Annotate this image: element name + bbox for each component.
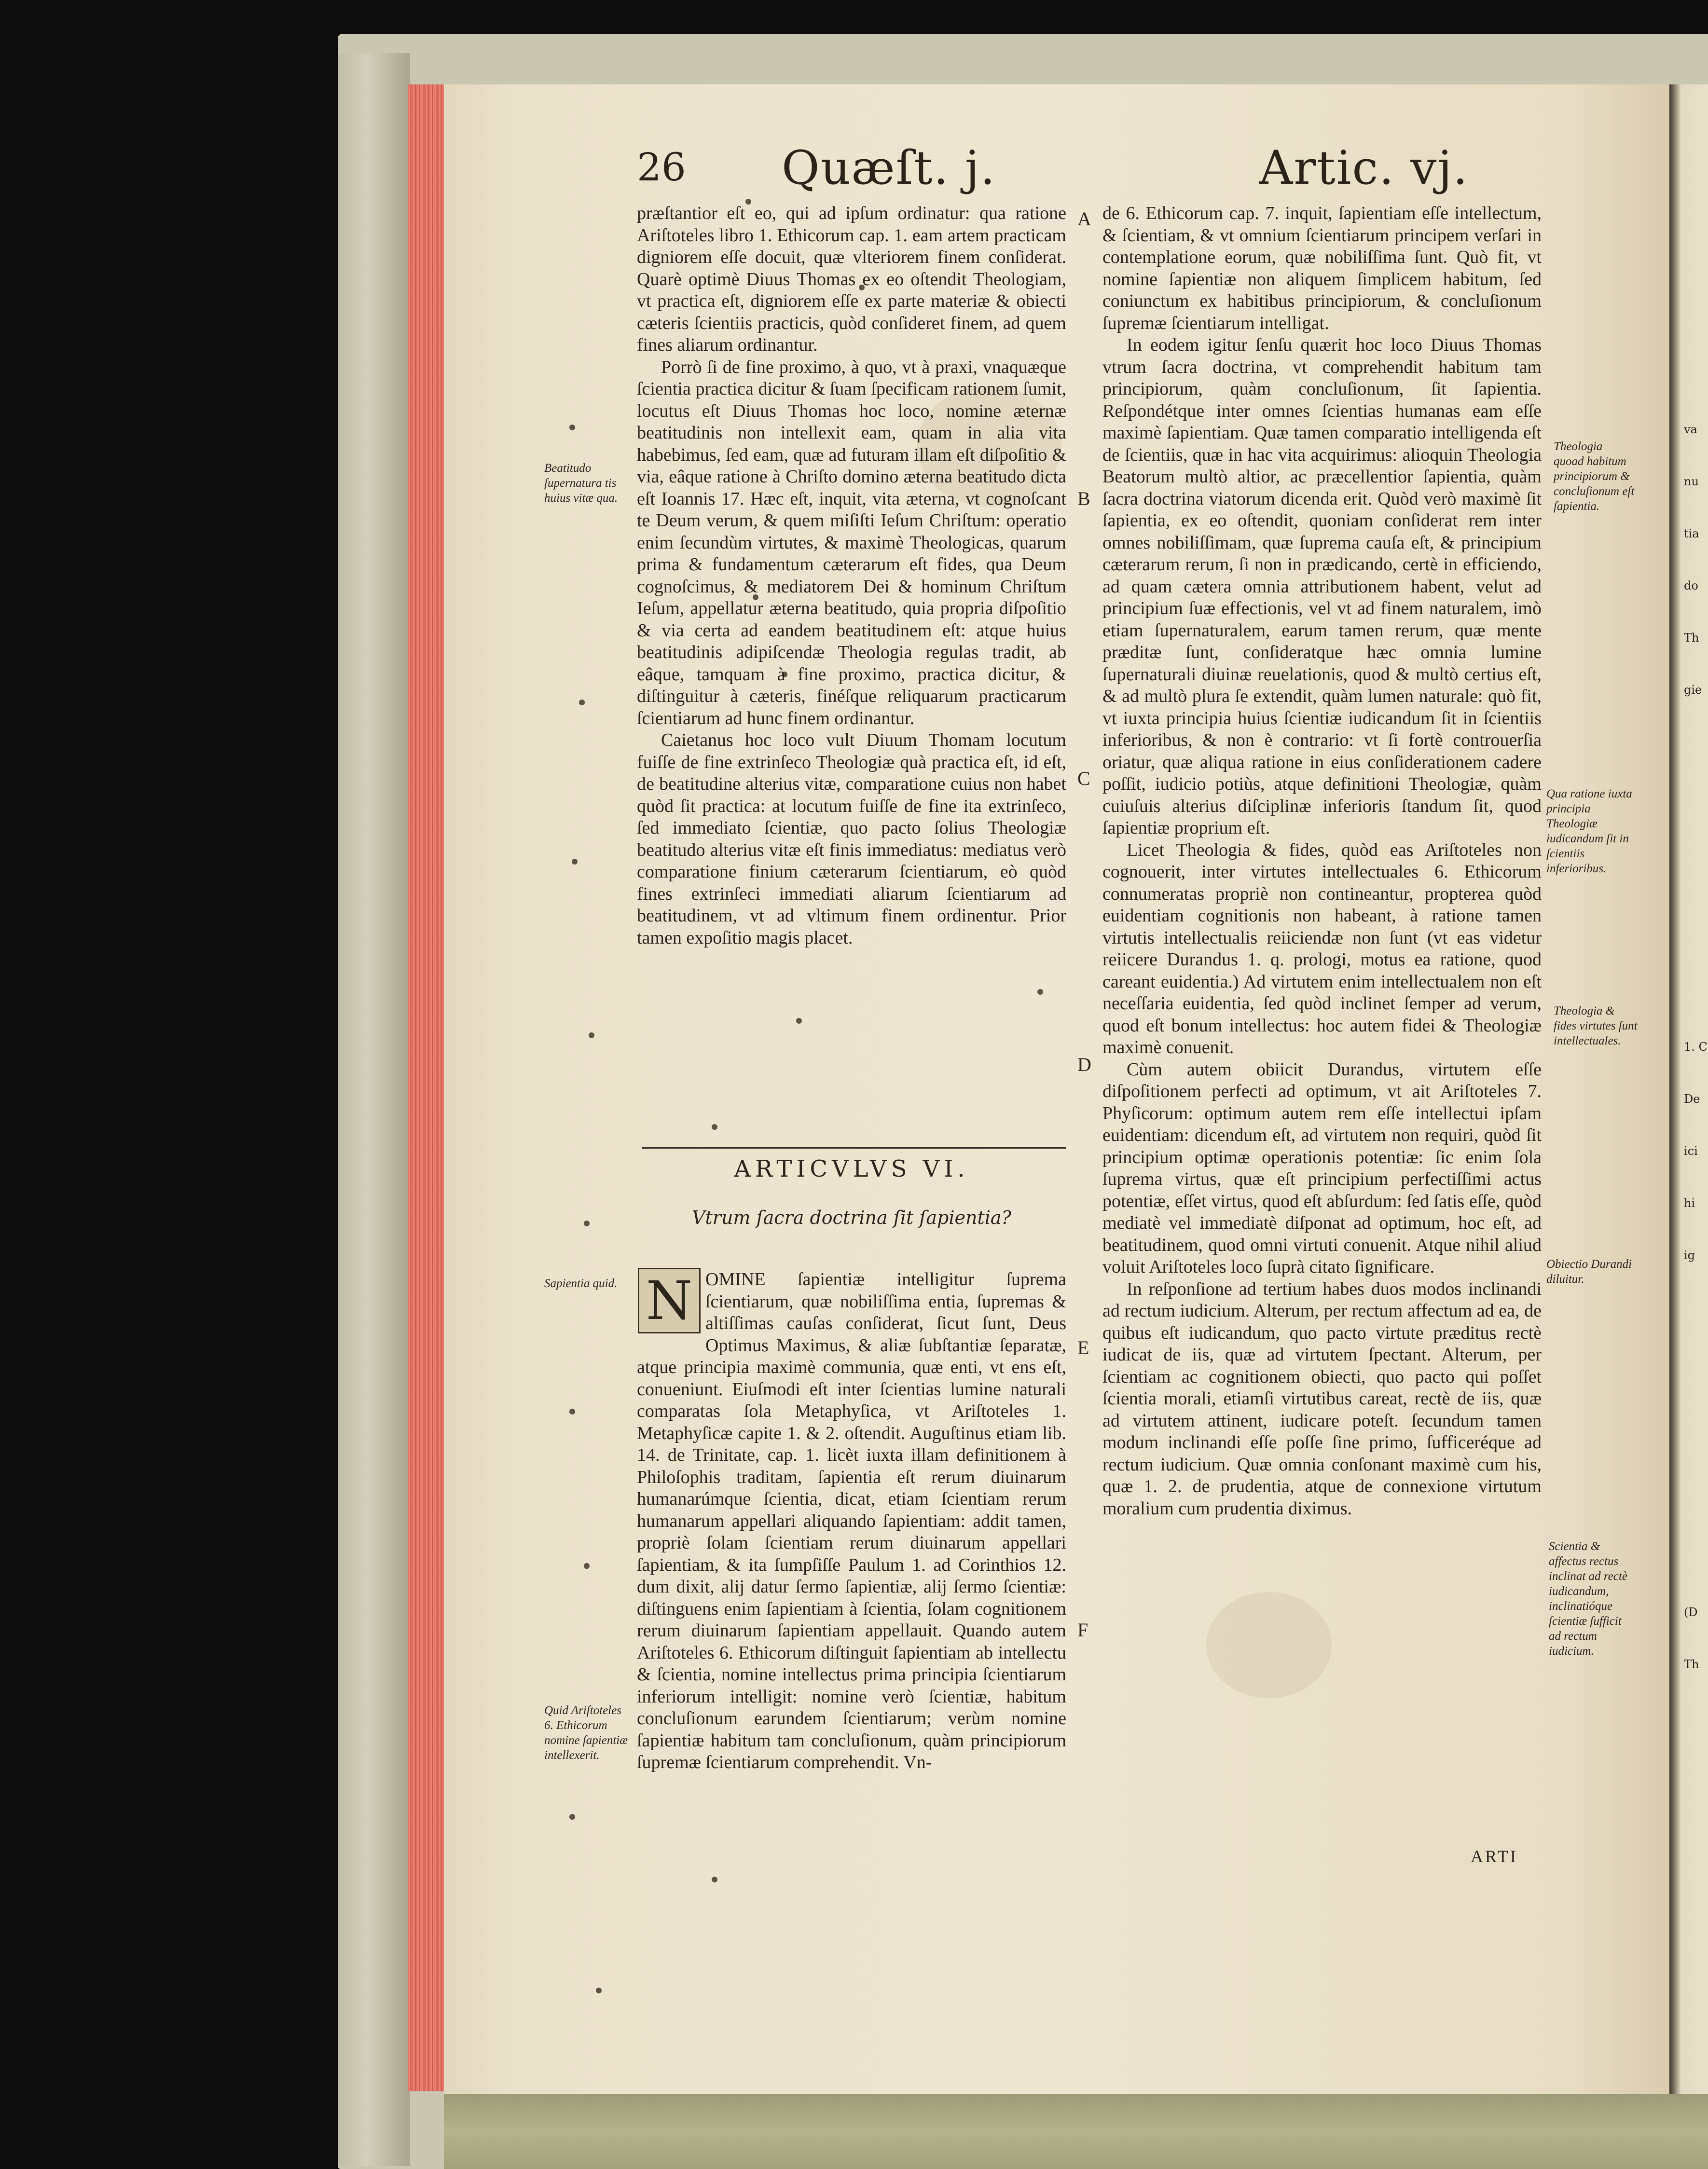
paragraph: OMINE ſapientiæ intelligitur ſuprema ſcientiarum, quæ nobiliſſima entia, ſupremas & altiſſimas cauſas conſiderat, ſicut ſunt, Deus Optimus Maximus, & aliæ ſubſtantiæ ſeparatæ, atque principia maximè communia, quæ enti, vt ens eſt, conueniunt. Eiuſmodi eſt inter ſcientias lumine naturali comparatas ſola Metaphyſica, vt Ariſtoteles 1. Metaphyſicæ capite 1. & 2. oſtendit. Auguſtinus etiam lib. 14. de Trinitate, cap. 1. licèt iuxta illam definitionem à Philoſophis traditam, ſapientia eſt rerum diuinarum humanarúmque ſcientia, dicat, etiam ſcientiam rerum humanarum appellari aliquando ſapientiam: addit tamen, propriè ſolam ſcientiam rerum diuinarum appellari ſapientiam, & ita ſumpſiſſe Paulum 1. ad Corinthios 12. dum dixit, alij datur ſermo ſapientiæ, alij ſermo ſcientiæ: diſtinguens enim ſapientiam à ſcientia, ſolam cognitionem rerum diuinarum ſapientiam appellauit. Quando autem Ariſtoteles 6. Ethicorum diſtinguit ſapientiam ab intellectu & ſcientia, nomine intellectus prima principia ſcientiarum inferiorum intelligit: nomine verò ſcientiæ, habitum concluſionum earundem ſcientiarum; verùm nomine ſapientiæ habitum tam concluſionum, quàm principiorum ſupremæ ſcientiarum comprehendit. Vn- — [637, 1269, 1066, 1772]
side-note: Beatitudo ſupernatura tis huius vitæ qua. — [544, 462, 618, 505]
wormhole — [712, 1124, 717, 1130]
wormhole — [569, 425, 575, 430]
fragment: 1. C — [1684, 1040, 1708, 1054]
wormhole — [584, 1563, 590, 1569]
paragraph: Cùm autem obiicit Durandus, virtutem eſſe diſpoſitionem perfecti ad optimum, vt ait Ariſtoteles 7. Phyſicorum: optimum autem rem eſſe intellectui ipſam euidentiam: dicendum eſt, ad virtutem non requiri, quòd ſit principium optimæ operationis potentiæ: ſic enim ſola ſuprema virtus, quæ eſt principium perfectiſſimi actus potentiæ, eſſet virtus, quod eſt abſurdum: ſed ſatis eſſe, quòd mediatè vel immediatè diſponat ad optimum, hoc eſt, ad beatitudinem, quod omni virtuti conuenit. Atque nihil aliud voluit Ariſtoteles loco ſuprà citato ſignificare. — [1102, 1059, 1542, 1277]
fragment: (D — [1684, 1606, 1698, 1619]
margin-letter-f: F — [1077, 1619, 1088, 1641]
margin-letter-c: C — [1077, 768, 1090, 789]
catchword: ARTI — [1471, 1847, 1518, 1866]
wormhole — [1037, 989, 1043, 995]
article-question: Vtrum ſacra doctrina ſit ſapientia? — [692, 1207, 1011, 1228]
paragraph: In reſponſione ad tertium habes duos modos inclinandi ad rectum iudicium. Alterum, per rectum affectum ad ea, de quibus eſt iudicandum, quo pacto virtute præditus rectè iudicat de iis, quæ ad virtutem ſpectant. Alterum, per ſcientiam ac cognitionem obiecti, quo pacto qui poſſet ſcientia morali, etiamſi virtutibus careat, rectè de iis, quæ ad virtutem attinent, iudicare poteſt. ſecundum tamen modum inclinandi eſſe poſſe ſine primo, ſufficeréque ad rectum iudicium. Quæ omnia conſonant maximè cum his, quæ 1. 2. de prudentia, atque de connexione virtutum moralium cum prudentia diximus. — [1102, 1278, 1542, 1519]
margin-letter-e: E — [1077, 1337, 1089, 1359]
fragment: Th — [1684, 631, 1699, 645]
initial-letter: N — [646, 1270, 693, 1332]
wormhole — [569, 1409, 575, 1414]
article-heading: ARTICVLVS VI. — [734, 1155, 969, 1182]
fragment: nu — [1684, 475, 1699, 488]
fragment: va — [1684, 423, 1697, 436]
article-body — [637, 1269, 1066, 1774]
decorated-initial — [638, 1268, 701, 1333]
wormhole — [596, 1988, 602, 1993]
left-column-text — [637, 203, 1066, 949]
side-note: Sapientia quid. — [544, 1277, 618, 1290]
wormhole — [579, 700, 585, 705]
wormhole — [712, 1877, 717, 1882]
red-page-edges — [408, 84, 449, 2091]
book-spine-edge — [338, 53, 410, 2166]
spacer — [1684, 733, 1708, 1003]
fragment: gie — [1684, 683, 1702, 697]
paragraph: Porrò ſi de fine proximo, à quo, vt à praxi, vnaquæque ſcientia practica dicitur & ſuam ſpecificam rationem ſumit, locutus eſt Diuus Thomas hoc loco, nomine æternæ beatitudinis non intellexit eam, quam in alia vita habebimus, ſed eam, quæ ad futuram illam eſt diſpoſitio & via, eâque ratione à Chriſto domino æterna beatitudo dicta eſt Ioannis 17. Hæc eſt, inquit, vita æterna, vt cognoſcant te Deum verum, & quem miſiſti Ieſum Chriſtum: operatio enim ſecundùm virtutes, & maximè Theologicas, quarum prima & fundamentum cæterarum eſt fides, qua Deum cognoſcimus, & mediatorem Dei & hominum Chriſtum Ieſum, appellatur æterna beatitudo, quia propria diſpoſitio & via certa ad eandem beatitudinem eſt: atque huius beatitudinis adipiſcendæ Theologia regulas tradit, ab eâque, tamquam à fine proximo, practica dicitur, & diſtinguitur à cæteris, finéſque reliquarum practicarum ſcientiarum ad hunc finem ordinantur. — [637, 357, 1066, 728]
paragraph: præſtantior eſt eo, qui ad ipſum ordinatur: qua ratione Ariſtoteles libro 1. Ethicorum cap. 1. eam artem practicam digniorem eſſe docuit, quæ vlteriorem finem conſiderat. Quarè optimè Diuus Thomas ex eo oſtendit Theologiam, vt practica eſt, digniorem eſſe ex parte materiæ & obiecti cæteris ſcientiis practicis, quòd conſideret finem, ad quem fines aliarum ordinantur. — [637, 203, 1066, 355]
paragraph: Licet Theologia & fides, quòd eas Ariſtoteles non cognouerit, inter virtutes intellectuales 6. Ethicorum connumeratas propriè non contineantur, propterea quòd euidentiam cognitionis non habeant, à ratione tamen virtutis intellectualis reiiciendæ non ſunt (vt eas videtur reiicere Durandus 1. q. prologi, motus ea ratione, quod careant euidentia.) Ad virtutem enim intellectualem non eſt neceſſaria euidentia, ſed quòd inclinet ſemper ad verum, quod eſt bonum intellectus: hoc autem fidei & Theologiæ maximè conuenit. — [1102, 839, 1542, 1057]
article-divider — [642, 1147, 1066, 1149]
running-head-question: Quæſt. j. — [782, 141, 996, 195]
paragraph: de 6. Ethicorum cap. 7. inquit, ſapientiam eſſe intellectum, & ſcientiam, & vt omnium ſcientiarum principem verſari in contemplatione eorum, quæ nobiliſſima ſunt. Quò fit, vt nomine ſapientiæ non aliquem ſimplicem habitum, ſed coniunctum ex habitibus principiorum, & concluſionum ſupremæ ſcientiarum intelligat. — [1102, 203, 1542, 333]
wormhole — [584, 1221, 590, 1226]
fragment: tia — [1684, 527, 1699, 540]
side-note: Scientia & affectus rectus inclinat ad rectè iudicandum, inclinatióque ſcientiæ ſufficit ad rectum iudicium. — [1549, 1540, 1627, 1658]
side-note: Obiectio Durandi diluitur. — [1546, 1258, 1632, 1286]
book-bottom-board — [444, 2094, 1708, 2169]
margin-letter-a: A — [1077, 208, 1091, 230]
margin-letter-b: B — [1077, 488, 1090, 509]
foxing-stain — [1206, 1592, 1332, 1698]
fragment: De — [1684, 1092, 1700, 1106]
fragment: ici — [1684, 1144, 1698, 1158]
facing-page-fragments — [1684, 386, 1708, 1690]
fragment: ig — [1684, 1249, 1695, 1262]
page-number: 26 — [637, 145, 686, 190]
side-note: Qua ratione iuxta principia Theologiæ iudicandum ſit in ſcientiis inferioribus. — [1546, 787, 1632, 875]
wormhole — [569, 1814, 575, 1820]
running-head-article: Artic. vj. — [1259, 141, 1469, 195]
side-note: Quid Ariſtoteles 6. Ethicorum nomine ſapientiæ intellexerit. — [544, 1704, 628, 1762]
margin-letter-d: D — [1077, 1054, 1091, 1075]
side-note: Theologia & fides virtutes ſunt intellectuales. — [1554, 1004, 1638, 1047]
fragment: hi — [1684, 1196, 1695, 1210]
spacer — [1684, 1299, 1708, 1569]
right-column-text — [1102, 203, 1542, 1520]
wormhole — [796, 1018, 802, 1024]
wormhole — [572, 859, 578, 865]
wormhole — [589, 1032, 594, 1038]
fragment: Th — [1684, 1658, 1699, 1671]
paragraph: Caietanus hoc loco vult Diuum Thomam locutum fuiſſe de fine extrinſeco Theologiæ quà practica eſt, id eſt, de beatitudine alterius vitæ, comparatione cuius non habet quòd ſit practica: at locutum fuiſſe de fine ita extrinſeco, ſed immediato ſcientiæ, quo pacto ſolius Theologiæ beatitudo alterius vitæ eſt finis immediatus: mediatus verò comparatione finium cæterarum ſcientiarum, eò quòd fines extrinſeci immediati aliarum ſcientiarum ad beatitudinem, vt ad vltimum finem ordinentur. Prior tamen expoſitio magis placet. — [637, 730, 1066, 948]
side-note: Theologia quoad habitum principiorum & concluſionum eſt ſapientia. — [1554, 440, 1635, 513]
fragment: do — [1684, 579, 1698, 592]
paragraph: In eodem igitur ſenſu quærit hoc loco Diuus Thomas vtrum ſacra doctrina, vt comprehendit habitum tam principiorum, quàm concluſionum, ſit ſapientia. Reſpondétque inter omnes ſcientias humanas eam eſſe maximè ſapientiam. Quæ tamen comparatio intelligenda eſt de ſcientiis, quæ in hac vita acquirimus: alioquin Theologia Beatorum multò altior, ac præcellentior ſapientia, quàm ſacra doctrina viatorum dicenda erit. Quòd verò maximè ſit ſapientia, ex eo oſtendit, quoniam conſiderat rem inter omnes nobiliſſimam, quæ ſuprema cauſa eſt, & principium cæterarum rerum, ſi non in prædicando, certè in efficiendo, ad quam cætera omnia attributionem habent, velut ad principium ſuæ effectionis, vel vt ad finem naturalem, imò etiam ſupernaturalem, earum tamen rerum, quæ mente præditæ ſunt, conſideratque hæc omnia lumine ſupernaturali diuinæ reuelationis, quod & multò certius eſt, & ad multò plura ſe extendit, quàm lumen naturale: quò fit, vt iuxta principia huius ſcientiæ iudicandum ſit in ſcientiis inferioribus, & non è contrario: vt ſi fortè controuerſia oriatur, quæ aliqua ratione in eius conſiderationem cadere poſſit, iudicio potiùs, atque definitioni Theologiæ, quàm cuiuſuis alterius diſciplinæ inferioris ſtandum ſit, quod ſapientiæ proprium eſt. — [1102, 335, 1542, 838]
